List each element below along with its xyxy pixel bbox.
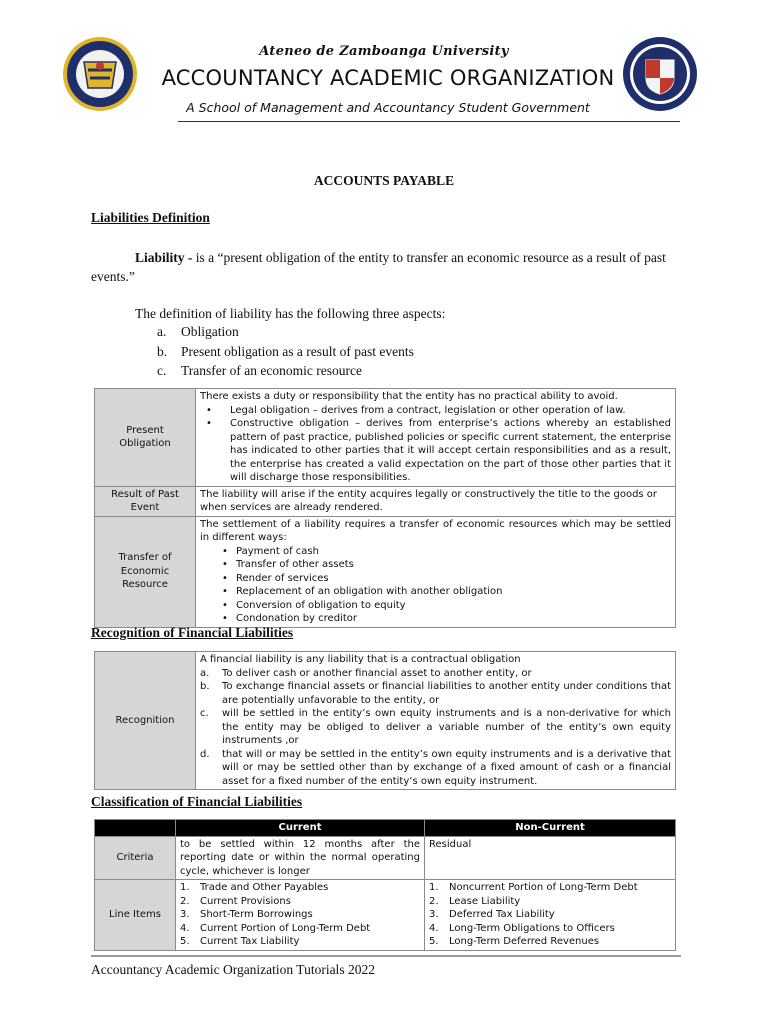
col-current: Current bbox=[176, 820, 425, 837]
liability-text: is a “present obligation of the entity to transfer an economic resource as a result of past events.” bbox=[91, 250, 666, 284]
line-items-label: Line Items bbox=[95, 880, 176, 951]
organization-name: ACCOUNTANCY ACADEMIC ORGANIZATION bbox=[161, 66, 615, 90]
university-name: Ateneo de Zamboanga University bbox=[259, 44, 509, 59]
liability-aspects-table bbox=[94, 388, 676, 628]
classification-heading: Classification of Financial Liabilities bbox=[91, 794, 303, 809]
classification-table bbox=[94, 819, 676, 951]
table-row: Criteria to be settled within 12 months after the reporting date or within the normal operating cycle, whichever is longer Residual bbox=[95, 836, 676, 880]
definition-heading: Liabilities Definition bbox=[91, 210, 210, 225]
table-row: Result of Past Event The liability will arise if the entity acquires legally or constructively the title to the goods or when services are already rendered. bbox=[95, 486, 676, 516]
header-divider bbox=[178, 121, 680, 122]
list-item: c. Transfer of an economic resource bbox=[157, 363, 362, 378]
liability-definition bbox=[91, 248, 681, 286]
liability-term: Liability - bbox=[135, 250, 196, 265]
aspects-list bbox=[157, 322, 414, 381]
recognition-table bbox=[94, 651, 676, 790]
page-title: ACCOUNTS PAYABLE bbox=[313, 173, 455, 188]
aspects-intro: The definition of liability has the following three aspects: bbox=[135, 306, 446, 321]
table-header-row bbox=[95, 820, 676, 837]
list-item: a. Obligation bbox=[157, 324, 239, 339]
table-row: Recognition A financial liability is any liability that is a contractual obligation a. To deliver cash or another financial asset to another entity, or b. To exchange financial assets or financial liabilities to another entity under conditions that are potentially unfavorable to the entity, or c. will be settled in the entity’s own equity instruments and is a non-derivative for which the entity may be obliged to deliver a variable number of the entity’s own equity instruments ,or d. that will or may be settled in the entity’s own equity instruments and is a derivative that will or may be settled other than by exchange of a fixed amount of cash or a financial asset for a fixed number of the entity’s own equity instrument. bbox=[95, 652, 676, 790]
recognition-heading: Recognition of Financial Liabilities bbox=[91, 625, 294, 640]
list-item: b. Present obligation as a result of past events bbox=[157, 343, 414, 359]
table-row: Transfer of Economic Resource The settlement of a liability requires a transfer of economic resources which may be settled in different ways: • Payment of cash • Transfer of other assets • Render of services • Replacement of an obligation with another obligation • Conversion of obligation to equity • Condonation by creditor bbox=[95, 516, 676, 627]
col-noncurrent: Non-Current bbox=[425, 820, 676, 837]
recognition-label: Recognition bbox=[95, 652, 196, 790]
criteria-label: Criteria bbox=[95, 836, 176, 880]
page-footer: Accountancy Academic Organization Tutorials 2022 bbox=[91, 962, 375, 977]
footer-divider bbox=[91, 955, 681, 957]
past-event-label: Result of Past Event bbox=[95, 486, 196, 516]
present-obligation-label: Present Obligation bbox=[95, 389, 196, 487]
transfer-resource-label: Transfer of Economic Resource bbox=[95, 516, 196, 627]
organization-subtitle: A School of Management and Accountancy Student Government bbox=[186, 100, 590, 115]
table-row: Present Obligation There exists a duty or responsibility that the entity has no practical ability to avoid. • Legal obligation – derives from a contract, legislation or other operation of law. • Constructive obligation – derives from enterprise’s actions whereby an established pattern of past practice, published policies or specific current statement, the enterprise has indicated to other parties that it will accept certain responsibilities and as a result, the enterprise has created a valid expectation on the part of those other parties that it will discharge those responsibilities. bbox=[95, 389, 676, 487]
table-row: Line Items 1. Trade and Other Payables 2. Current Provisions 3. Short-Term Borrowings 4. Current Portion of Long-Term Debt 5. Current Tax Liability 1. Noncurrent Portion of Long-Term Debt 2. Lease Liability 3. Deferred Tax Liability 4. Long-Term Obligations to Officers 5. Long-Term Deferred Revenues bbox=[95, 880, 676, 951]
